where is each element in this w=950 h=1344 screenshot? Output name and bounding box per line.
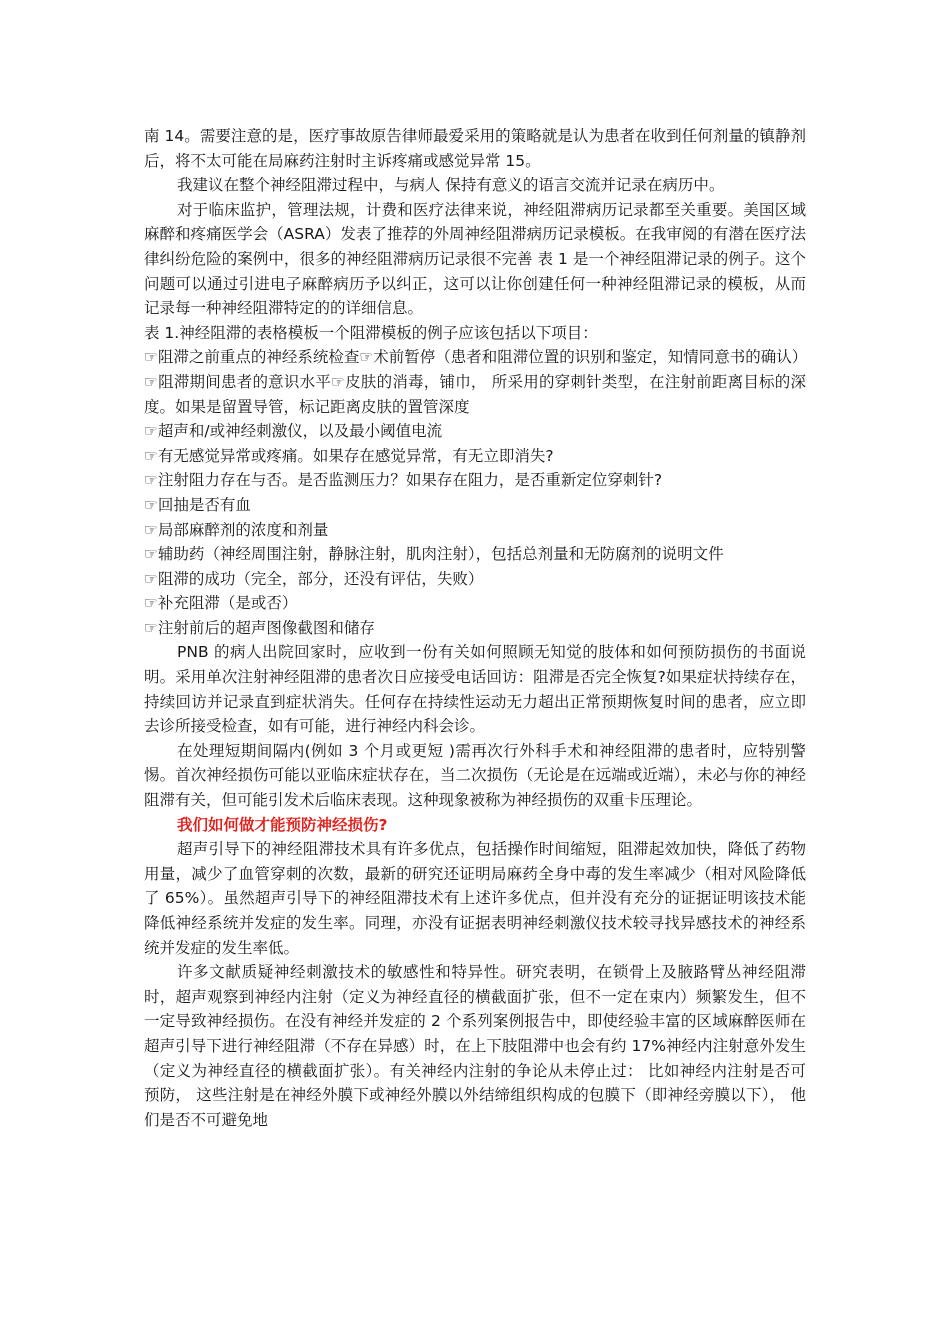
list-item: ☞局部麻醉剂的浓度和剂量: [144, 520, 329, 539]
list-item: ☞阻滞的成功（完全，部分，还没有评估，失败）: [144, 569, 484, 588]
list-item: ☞阻滞期间患者的意识水平☞皮肤的消毒，铺巾， 所采用的穿刺针类型，在注射前距离目标的深度。如果是留置导管，标记距离皮肤的置管深度: [144, 372, 806, 416]
list-item: ☞注射阻力存在与否。是否监测压力？如果存在阻力，是否重新定位穿刺针?: [144, 471, 663, 490]
paragraph-verbal-communication: 我建议在整个神经阻滞过程中，与病人 保持有意义的语言交流并记录在病历中。: [177, 176, 725, 195]
list-item: ☞补充阻滞（是或否）: [144, 594, 298, 613]
list-item: ☞注射前后的超声图像截图和储存: [144, 618, 375, 637]
paragraph-block-record: 对于临床监护，管理法规，计费和医疗法律来说，神经阻滞病历记录都至关重要。美国区域麻醉和疼痛医学会（ASRA）发表了推荐的外周神经阻滞病历记录模板。在我审阅的有潜在医疗法律纠纷危险的案例中，很多的神经阻滞病历记录很不完善 表 1 是一个神经阻滞记录的例子。这个问题可以通过引进电子麻醉病历予以纠正，这可以让你创建任何一种神经阻滞记录的模板，从而记录每一种神经阻滞特定的的详细信息。: [144, 200, 806, 318]
document-page: [144, 124, 806, 1132]
list-item: ☞辅助药（神经周围注射，静脉注射，肌肉注射），包括总剂量和无防腐剂的说明文件: [144, 545, 724, 564]
paragraph-nerve-stimulation: 许多文献质疑神经刺激技术的敏感性和特异性。研究表明，在锁骨上及腋路臂丛神经阻滞时，超声观察到神经内注射（定义为神经直径的横截面扩张，但不一定在束内）频繁发生，但不一定导致神经损伤。在没有神经并发症的 2 个系列案例报告中，即使经验丰富的区域麻醉医师在超声引导下进行神经阻滞（不存在异感）时，在上下肢阻滞中也会有约 17%神经内注射意外发生（定义为神经直径的横截面扩张）。有关神经内注射的争论从未停止过： 比如神经内注射是否可预防， 这些注射是在神经外膜下或神经外膜以外结缔组织构成的包膜下（即神经旁膜以下）， 他们是否不可避免地: [144, 963, 806, 1129]
section-heading: 我们如何做才能预防神经损伤?: [177, 815, 388, 834]
paragraph-double-crush: 在处理短期间隔内(例如 3 个月或更短 )需再次行外科手术和神经阻滞的患者时，应特别警惕。首次神经损伤可能以亚临床症状存在，当二次损伤（无论是在远端或近端），未必与你的神经阻滞有关，但可能引发术后临床表现。这种现象被称为神经损伤的双重卡压理论。: [144, 741, 806, 810]
paragraph-discharge: PNB 的病人出院回家时，应收到一份有关如何照顾无知觉的肢体和如何预防损伤的书面说明。采用单次注射神经阻滞的患者次日应接受电话回访：阻滞是否完全恢复?如果症状持续存在，持续回访并记录直到症状消失。任何存在持续性运动无力超出正常预期恢复时间的患者，应立即去诊所接受检查，如有可能，进行神经内科会诊。: [144, 643, 806, 736]
paragraph-continuation: 南 14。需要注意的是，医疗事故原告律师最爱采用的策略就是认为患者在收到任何剂量的镇静剂后，将不太可能在局麻药注射时主诉疼痛或感觉异常 15。: [144, 127, 806, 170]
table-caption: 表 1.神经阻滞的表格模板一个阻滞模板的例子应该包括以下项目：: [144, 323, 598, 342]
list-item: ☞阻滞之前重点的神经系统检查☞术前暂停（患者和阻滞位置的识别和鉴定，知情同意书的确认）: [144, 348, 808, 367]
list-item: ☞回抽是否有血: [144, 495, 251, 514]
list-item: ☞有无感觉异常或疼痛。如果存在感觉异常，有无立即消失?: [144, 446, 554, 465]
paragraph-ultrasound: 超声引导下的神经阻滞技术具有许多优点，包括操作时间缩短，阻滞起效加快，降低了药物用量，减少了血管穿刺的次数，最新的研究还证明局麻药全身中毒的发生率减少（相对风险降低了 65%）。虽然超声引导下的神经阻滞技术有上述许多优点，但并没有充分的证据证明该技术能降低神经系统并发症的发生率。同理，亦没有证据表明神经刺激仪技术较寻找异感技术的神经系统并发症的发生率低。: [144, 840, 806, 957]
list-item: ☞超声和/或神经刺激仪，以及最小阈值电流: [144, 422, 443, 441]
